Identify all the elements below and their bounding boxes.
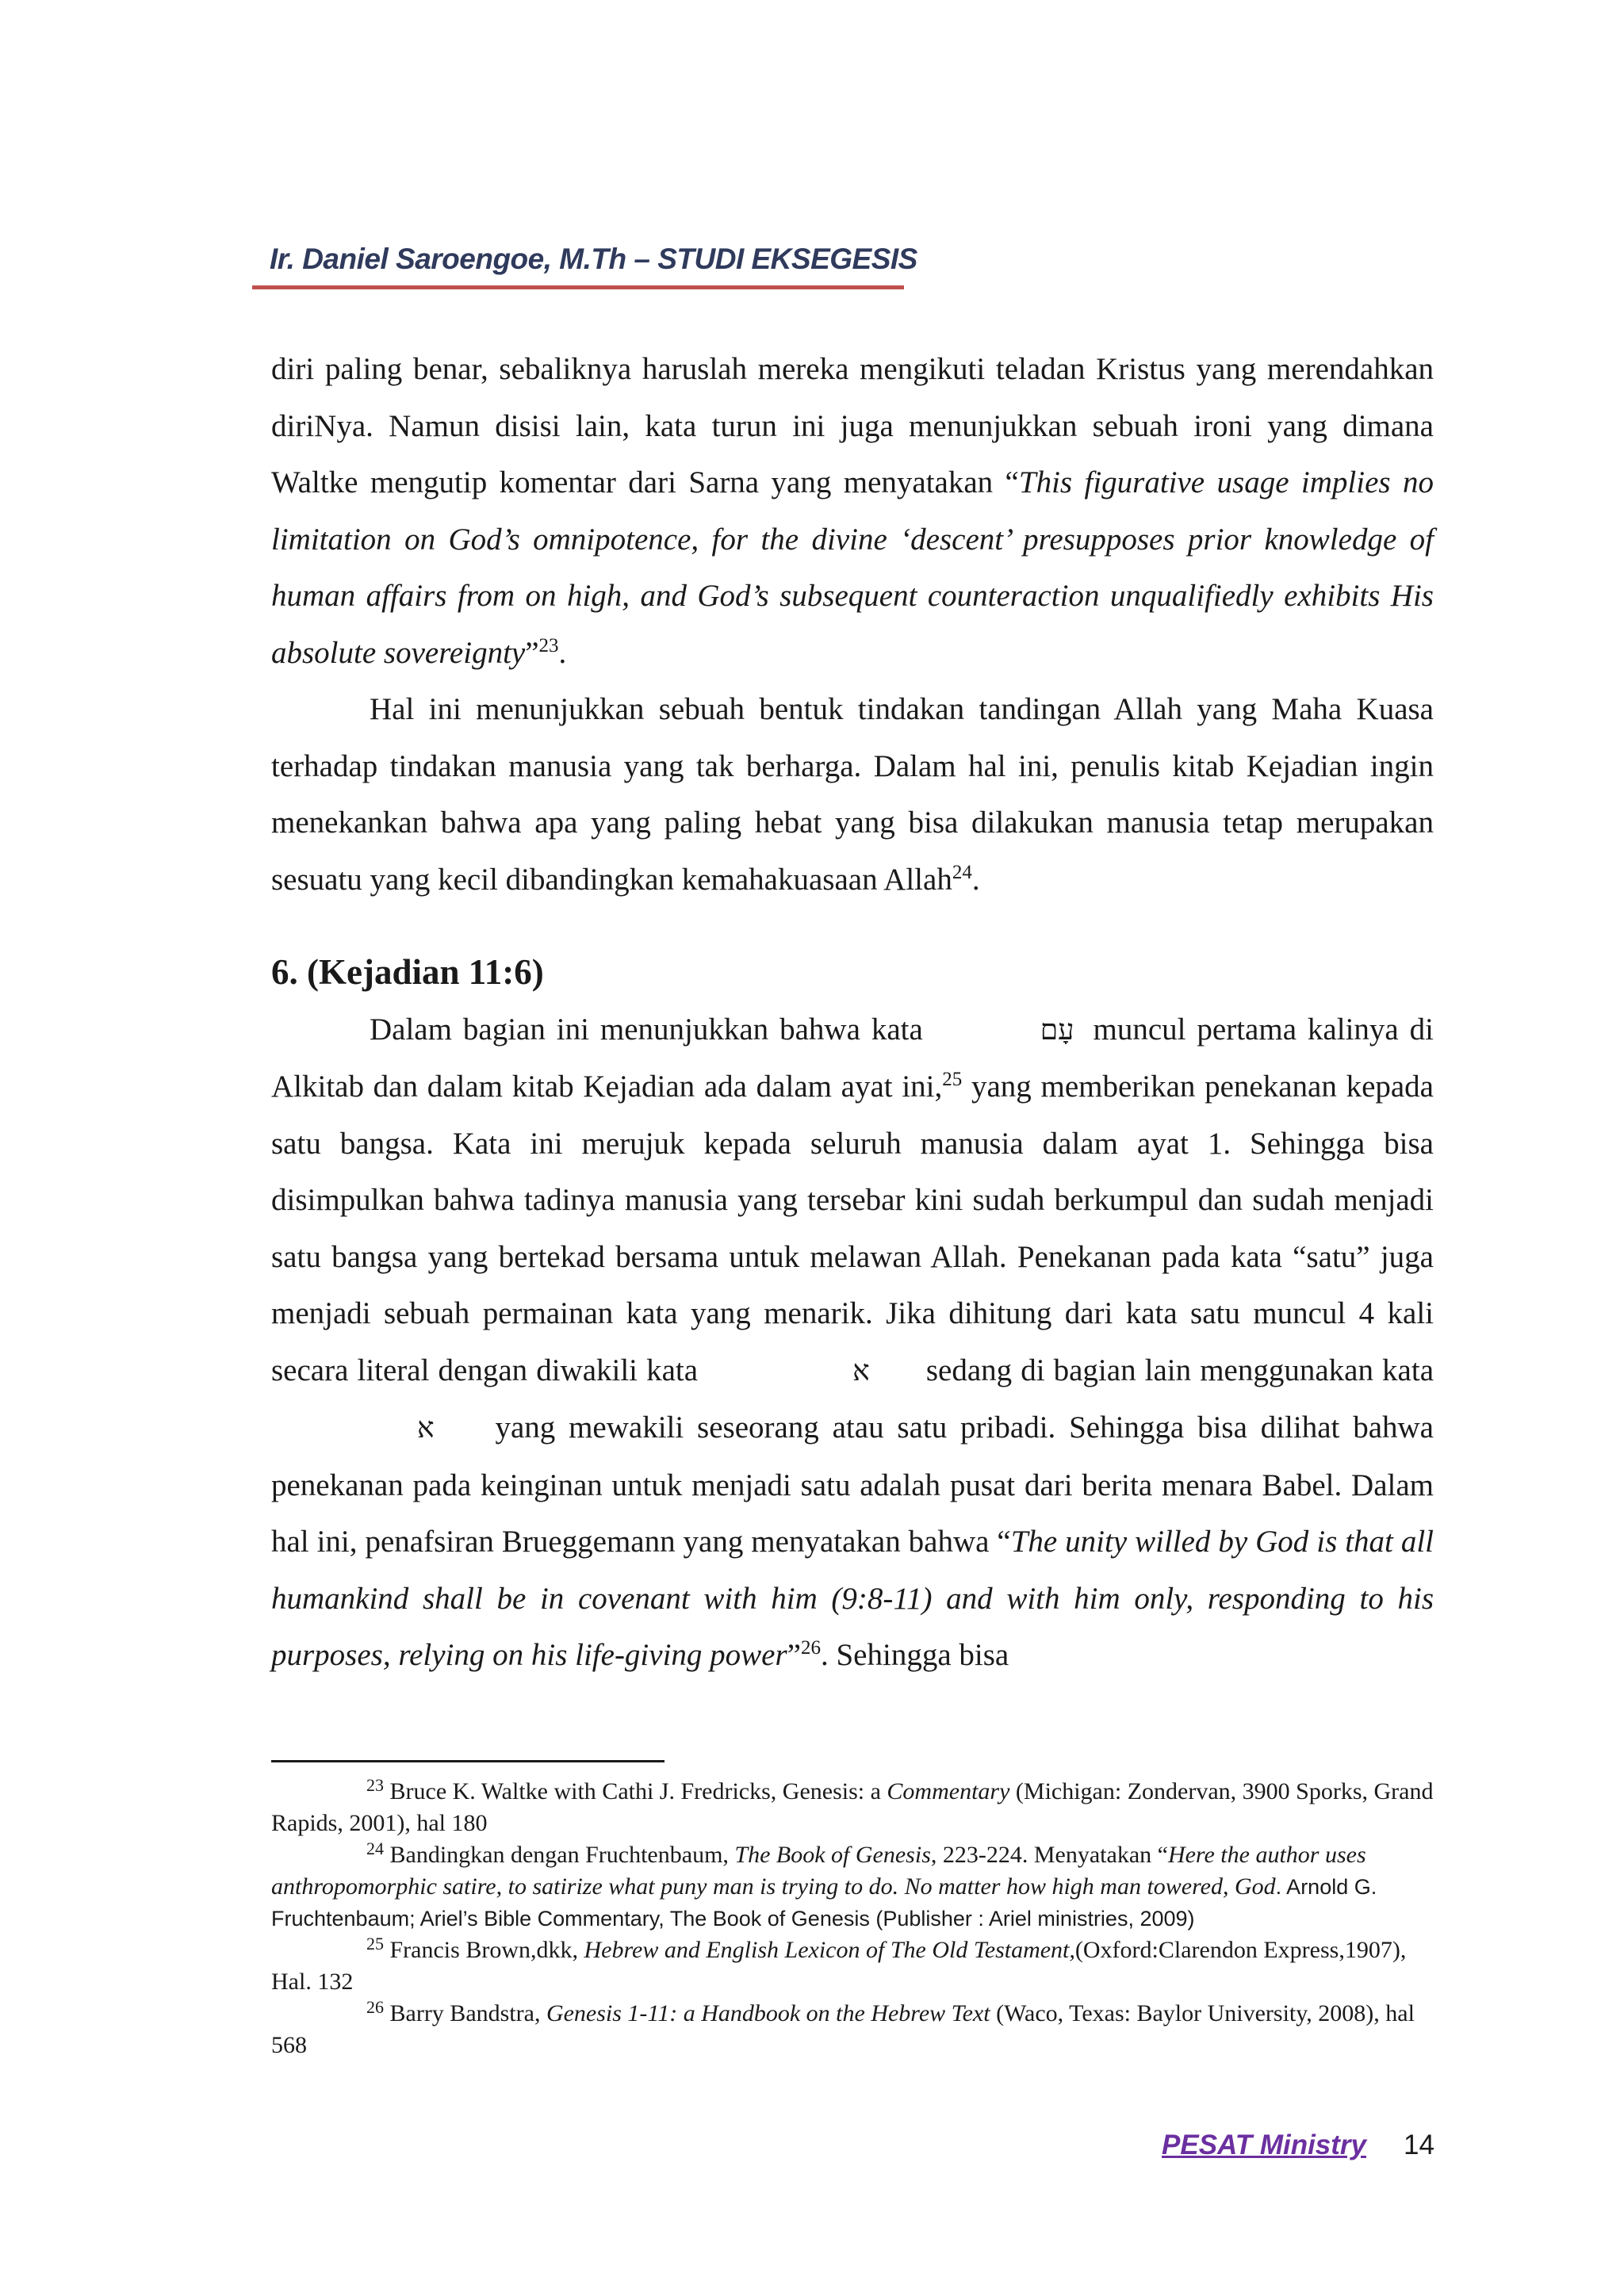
paragraph-text: . Sehingga bisa [820,1638,1009,1672]
paragraph-text: diri paling benar, sebaliknya haruslah mereka mengikuti teladan Kristus yang merendahkan diriNya. Namun disisi lain, kata turun ini juga menunjukkan sebuah ironi yang dimana Waltke mengutip komentar dari Sarna yang menyatakan “ [271,352,1434,499]
paragraph-text: sedang di bagian lain menggunakan kata [925,1353,1434,1387]
quote-close: ” [525,635,539,670]
footnote-number: 26 [366,1997,384,2017]
hebrew-word-echad: א [852,1354,870,1387]
paragraph-text: yang mewakili seseorang atau satu pribadi. Sehingga bisa dilihat bahwa penekanan pada keinginan untuk menjadi satu adalah pusat dari berita menara Babel. Dalam hal ini, penafsiran Brueggemann yang menyatakan bahwa “ [271,1410,1434,1559]
footnote-text: Barry Bandstra, [384,2000,546,2026]
body-text [271,341,1434,1684]
footnote-ref-23[interactable]: 23 [538,634,559,656]
footnote-text: (Waco, Texas: Baylor University, 2008), hal 568 [271,2000,1415,2058]
paragraph-text: Hal ini menunjukkan sebuah bentuk tindakan tandingan Allah yang Maha Kuasa terhadap tindakan manusia yang tak berharga. Dalam hal ini, penulis kitab Kejadian ingin menekankan bahwa apa yang paling hebat yang bisa dilakukan manusia tetap merupakan sesuatu yang kecil dibandingkan kemahakuasaan Allah [271,692,1434,897]
quote-sarna: This figurative usage implies no limitation on God’s omnipotence, for the divine ‘descent’ presupposes prior knowledge of human affairs from on high, and God’s subsequent counteraction unqualifiedly exhibits His absolute sovereignty [271,465,1434,670]
running-header: Ir. Daniel Saroengoe, M.Th – STUDI EKSEGESIS [270,243,917,275]
paragraph-1 [271,341,1434,681]
paragraph-text: yang memberikan penekanan kepada satu bangsa. Kata ini merujuk kepada seluruh manusia dalam ayat 1. Sehingga bisa disimpulkan bahwa tadinya manusia yang tersebar kini sudah berkumpul dan sudah menjadi satu bangsa yang bertekad bersama untuk melawan Allah. Penekanan pada kata “satu” juga menjadi sebuah permainan kata yang menarik. Jika dihitung dari kata satu muncul 4 kali secara literal dengan diwakili kata [271,1070,1434,1387]
footnote-italic: Here the author uses anthropomorphic satire, to satirize what puny man is trying to do. No matter how high man towered, God [271,1842,1366,1900]
footnote-number: 23 [366,1775,384,1795]
header-rule [252,285,904,289]
paragraph-text: Dalam bagian ini menunjukkan bahwa kata [370,1012,923,1047]
paragraph-2 [271,681,1434,908]
footnote-text: , 223-224. Menyatakan “ [930,1842,1168,1868]
footnote-number: 24 [366,1839,384,1858]
footnote-italic: Hebrew and English Lexicon of The Old Testament, [584,1937,1075,1963]
footer-ministry-link[interactable]: PESAT Ministry [1162,2130,1367,2160]
section-heading: 6. (Kejadian 11:6) [271,952,544,992]
footnote-text: Bandingkan dengan Fruchtenbaum, [384,1842,735,1868]
paragraph-end: . [971,862,980,897]
hebrew-word-ish: א [417,1412,435,1445]
footnote-italic: The Book of Genesis [734,1842,931,1868]
footnote-text: Francis Brown,dkk, [384,1937,584,1963]
footnote-text: . Arnold G. Fruchtenbaum; Ariel’s Bible Commentary, The Book of Genesis (Publisher : Ariel ministries, 2009) [271,1875,1377,1931]
hebrew-word-am: עָם [1040,1013,1074,1047]
footnote-ref-25[interactable]: 25 [942,1069,963,1090]
footnote-ref-26[interactable]: 26 [800,1637,821,1659]
footnote-25 [271,1934,1434,1998]
paragraph-3 [271,1001,1434,1684]
footnote-number: 25 [366,1934,384,1954]
footnote-italic: Genesis 1-11: a Handbook on the Hebrew Text [546,2000,990,2026]
footnote-text: Bruce K. Waltke with Cathi J. Fredricks, Genesis: a [384,1778,887,1804]
quote-brueggemann: The unity willed by God is that all humankind shall be in covenant with him (9:8-11) and with him only, responding to his purposes, relying on his life-giving power [271,1525,1434,1672]
footnote-text: (Oxford:Clarendon Express,1907), Hal. 132 [271,1937,1407,1995]
footnote-ref-24[interactable]: 24 [952,861,972,883]
footnote-26 [271,1998,1434,2061]
page-number: 14 [1404,2130,1434,2160]
footnote-23 [271,1776,1434,1839]
footnotes [271,1776,1434,2061]
footnote-24 [271,1839,1434,1934]
footnote-separator [271,1760,665,1762]
footnote-text: (Michigan: Zondervan, 3900 Sporks, Grand Rapids, 2001), hal 180 [271,1778,1434,1836]
footnote-italic: Commentary [887,1778,1010,1804]
paragraph-end: . [558,635,567,670]
paragraph-text: muncul pertama kalinya di Alkitab dan dalam kitab Kejadian ada dalam ayat ini, [271,1012,1434,1104]
quote-close: ” [787,1638,801,1672]
